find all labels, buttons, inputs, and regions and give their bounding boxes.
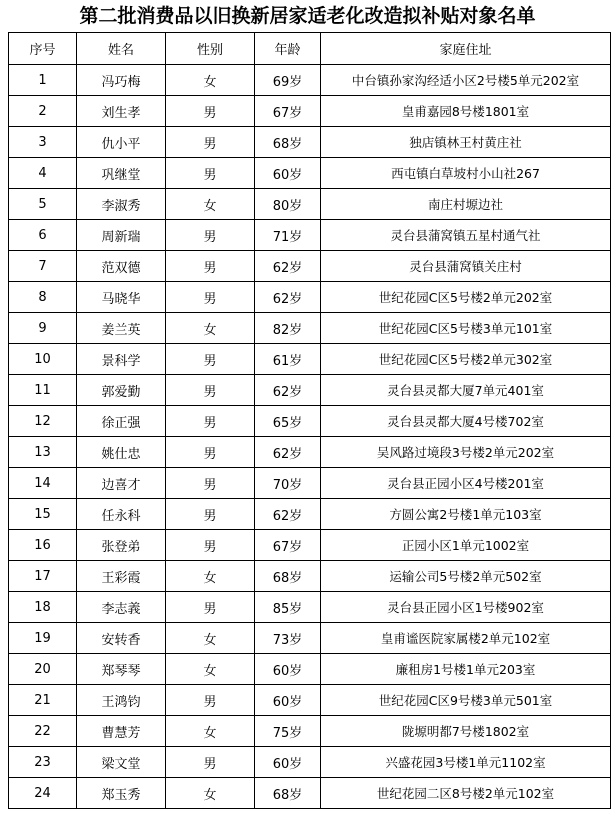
cell-gender: 男 [166, 592, 255, 623]
cell-gender: 男 [166, 127, 255, 158]
cell-address: 世纪花园C区9号楼3单元501室 [321, 685, 611, 716]
cell-address: 灵台县正园小区4号楼201室 [321, 468, 611, 499]
table-row [9, 716, 611, 747]
cell-gender: 女 [166, 189, 255, 220]
cell-index: 17 [9, 561, 77, 592]
cell-address: 灵台县蒲窝镇关庄村 [321, 251, 611, 282]
cell-index: 4 [9, 158, 77, 189]
cell-address: 皇甫嘉园8号楼1801室 [321, 96, 611, 127]
cell-name: 曹慧芳 [77, 716, 166, 747]
cell-address: 陇塬明都7号楼1802室 [321, 716, 611, 747]
cell-gender: 男 [166, 406, 255, 437]
cell-address: 世纪花园C区5号楼2单元202室 [321, 282, 611, 313]
cell-address: 灵台县正园小区1号楼902室 [321, 592, 611, 623]
table-row [9, 561, 611, 592]
cell-gender: 女 [166, 65, 255, 96]
cell-gender: 男 [166, 282, 255, 313]
cell-index: 14 [9, 468, 77, 499]
cell-gender: 女 [166, 778, 255, 809]
cell-address: 灵台县灵都大厦7单元401室 [321, 375, 611, 406]
cell-age: 67岁 [255, 530, 321, 561]
cell-age: 62岁 [255, 282, 321, 313]
cell-age: 65岁 [255, 406, 321, 437]
cell-address: 方圆公寓2号楼1单元103室 [321, 499, 611, 530]
table-row [9, 96, 611, 127]
cell-index: 16 [9, 530, 77, 561]
cell-gender: 男 [166, 437, 255, 468]
cell-name: 冯巧梅 [77, 65, 166, 96]
header-index: 序号 [9, 33, 77, 65]
header-age: 年龄 [255, 33, 321, 65]
cell-name: 姜兰英 [77, 313, 166, 344]
cell-gender: 男 [166, 251, 255, 282]
cell-name: 郑琴琴 [77, 654, 166, 685]
cell-name: 王鸿钧 [77, 685, 166, 716]
cell-index: 18 [9, 592, 77, 623]
cell-index: 19 [9, 623, 77, 654]
cell-index: 6 [9, 220, 77, 251]
cell-age: 62岁 [255, 251, 321, 282]
cell-name: 郭爱勤 [77, 375, 166, 406]
cell-address: 南庄村塬边社 [321, 189, 611, 220]
cell-address: 廉租房1号楼1单元203室 [321, 654, 611, 685]
cell-index: 12 [9, 406, 77, 437]
cell-age: 68岁 [255, 778, 321, 809]
cell-address: 运输公司5号楼2单元502室 [321, 561, 611, 592]
cell-address: 皇甫谧医院家属楼2单元102室 [321, 623, 611, 654]
cell-age: 62岁 [255, 375, 321, 406]
cell-gender: 男 [166, 375, 255, 406]
cell-name: 范双德 [77, 251, 166, 282]
table-row [9, 530, 611, 561]
table-row [9, 592, 611, 623]
cell-age: 68岁 [255, 561, 321, 592]
table-row [9, 778, 611, 809]
cell-age: 61岁 [255, 344, 321, 375]
cell-gender: 男 [166, 158, 255, 189]
table-row [9, 747, 611, 778]
cell-name: 梁文堂 [77, 747, 166, 778]
cell-index: 9 [9, 313, 77, 344]
cell-gender: 女 [166, 313, 255, 344]
table-header [9, 33, 611, 65]
cell-name: 郑玉秀 [77, 778, 166, 809]
cell-gender: 男 [166, 220, 255, 251]
cell-age: 70岁 [255, 468, 321, 499]
cell-address: 独店镇林王村黄庄社 [321, 127, 611, 158]
table-body [9, 65, 611, 809]
cell-age: 62岁 [255, 499, 321, 530]
cell-gender: 女 [166, 623, 255, 654]
table-row [9, 189, 611, 220]
cell-age: 62岁 [255, 437, 321, 468]
cell-name: 王彩霞 [77, 561, 166, 592]
cell-index: 23 [9, 747, 77, 778]
cell-name: 徐正强 [77, 406, 166, 437]
cell-index: 8 [9, 282, 77, 313]
cell-age: 60岁 [255, 747, 321, 778]
cell-name: 刘生孝 [77, 96, 166, 127]
cell-index: 20 [9, 654, 77, 685]
cell-address: 世纪花园二区8号楼2单元102室 [321, 778, 611, 809]
cell-index: 24 [9, 778, 77, 809]
table-row [9, 220, 611, 251]
cell-name: 李淑秀 [77, 189, 166, 220]
cell-age: 60岁 [255, 685, 321, 716]
cell-gender: 女 [166, 654, 255, 685]
cell-gender: 男 [166, 499, 255, 530]
table-row [9, 685, 611, 716]
header-row [9, 33, 611, 65]
cell-name: 巩继堂 [77, 158, 166, 189]
cell-gender: 男 [166, 96, 255, 127]
cell-age: 85岁 [255, 592, 321, 623]
cell-name: 任永科 [77, 499, 166, 530]
cell-name: 张登弟 [77, 530, 166, 561]
table-row [9, 344, 611, 375]
cell-index: 10 [9, 344, 77, 375]
cell-gender: 女 [166, 561, 255, 592]
cell-name: 仇小平 [77, 127, 166, 158]
cell-age: 60岁 [255, 158, 321, 189]
cell-index: 13 [9, 437, 77, 468]
cell-name: 周新瑞 [77, 220, 166, 251]
cell-age: 82岁 [255, 313, 321, 344]
table-row [9, 65, 611, 96]
cell-name: 边喜才 [77, 468, 166, 499]
cell-index: 21 [9, 685, 77, 716]
cell-name: 姚仕忠 [77, 437, 166, 468]
table-row [9, 313, 611, 344]
table-row [9, 468, 611, 499]
cell-age: 69岁 [255, 65, 321, 96]
cell-gender: 女 [166, 716, 255, 747]
cell-address: 世纪花园C区5号楼2单元302室 [321, 344, 611, 375]
header-gender: 性别 [166, 33, 255, 65]
cell-name: 安转香 [77, 623, 166, 654]
document-title: 第二批消费品以旧换新居家适老化改造拟补贴对象名单 [79, 5, 536, 27]
table-row [9, 158, 611, 189]
header-address: 家庭住址 [321, 33, 611, 65]
table-row [9, 251, 611, 282]
cell-address: 灵台县蒲窝镇五星村通气社 [321, 220, 611, 251]
cell-age: 67岁 [255, 96, 321, 127]
cell-age: 73岁 [255, 623, 321, 654]
cell-index: 5 [9, 189, 77, 220]
table-row [9, 406, 611, 437]
cell-index: 15 [9, 499, 77, 530]
header-name: 姓名 [77, 33, 166, 65]
cell-age: 75岁 [255, 716, 321, 747]
subsidy-roster-table [8, 32, 611, 809]
cell-age: 68岁 [255, 127, 321, 158]
cell-gender: 男 [166, 468, 255, 499]
table-row [9, 654, 611, 685]
cell-name: 李志義 [77, 592, 166, 623]
cell-index: 7 [9, 251, 77, 282]
cell-address: 吴风路过境段3号楼2单元202室 [321, 437, 611, 468]
cell-index: 3 [9, 127, 77, 158]
cell-gender: 男 [166, 344, 255, 375]
cell-address: 正园小区1单元1002室 [321, 530, 611, 561]
cell-address: 灵台县灵都大厦4号楼702室 [321, 406, 611, 437]
table-row [9, 282, 611, 313]
cell-address: 中台镇孙家沟经适小区2号楼5单元202室 [321, 65, 611, 96]
cell-index: 22 [9, 716, 77, 747]
cell-name: 景科学 [77, 344, 166, 375]
cell-index: 11 [9, 375, 77, 406]
cell-age: 80岁 [255, 189, 321, 220]
table-row [9, 437, 611, 468]
table-row [9, 127, 611, 158]
table-row [9, 499, 611, 530]
cell-age: 71岁 [255, 220, 321, 251]
cell-gender: 男 [166, 685, 255, 716]
cell-name: 马晓华 [77, 282, 166, 313]
cell-index: 1 [9, 65, 77, 96]
cell-address: 西屯镇白草坡村小山社267 [321, 158, 611, 189]
cell-index: 2 [9, 96, 77, 127]
table-row [9, 375, 611, 406]
cell-address: 兴盛花园3号楼1单元1102室 [321, 747, 611, 778]
cell-age: 60岁 [255, 654, 321, 685]
cell-gender: 男 [166, 530, 255, 561]
cell-address: 世纪花园C区5号楼3单元101室 [321, 313, 611, 344]
table-row [9, 623, 611, 654]
cell-gender: 男 [166, 747, 255, 778]
